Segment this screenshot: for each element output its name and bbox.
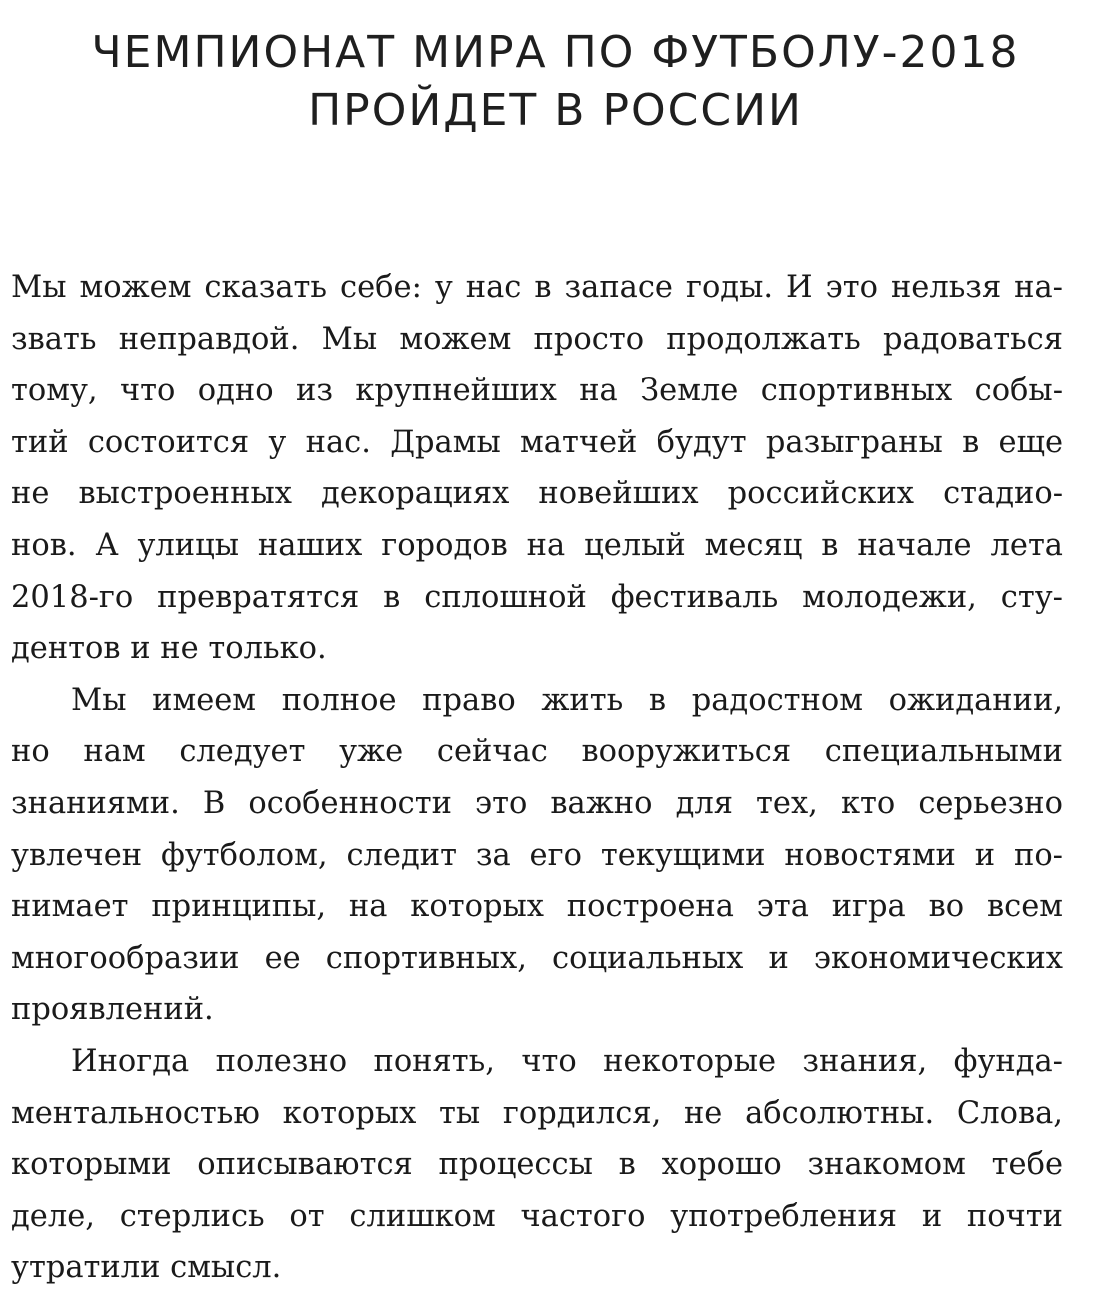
text-line: утратили смысл. — [11, 1250, 282, 1286]
text-line: нимает принципы, на которых построена эта игра во всем — [11, 889, 1063, 925]
chapter-title-line-2: ПРОЙДЕТ В РОССИИ — [308, 85, 803, 136]
chapter-title-line-1: ЧЕМПИОНАТ МИРА ПО ФУТБОЛУ-2018 — [91, 27, 1020, 78]
text-line: увлечен футболом, следит за его текущими новостями и по- — [11, 837, 1063, 873]
text-line: тому, что одно из крупнейших на Земле спортивных собы- — [11, 373, 1063, 409]
text-line: знаниями. В особенности это важно для тех, кто серьезно — [11, 785, 1063, 821]
text-line: Иногда полезно понять, что некоторые знания, фунда- — [71, 1043, 1063, 1079]
text-line: не выстроенных декорациях новейших российских стадио- — [11, 476, 1063, 512]
body-text — [11, 262, 1063, 1294]
text-line: 2018-го превратятся в сплошной фестиваль молодежи, сту- — [11, 579, 1063, 615]
text-line: которыми описываются процессы в хорошо знакомом тебе — [11, 1147, 1063, 1183]
text-line: тий состоится у нас. Драмы матчей будут разыграны в еще — [11, 424, 1063, 460]
text-line: Мы имеем полное право жить в радостном ожидании, — [71, 682, 1063, 718]
chapter-title — [0, 24, 1111, 140]
text-line: звать неправдой. Мы можем просто продолжать радоваться — [11, 321, 1063, 357]
text-line: ментальностью которых ты гордился, не абсолютны. Слова, — [11, 1095, 1063, 1131]
text-line: Мы можем сказать себе: у нас в запасе годы. И это нельзя на- — [11, 270, 1063, 305]
text-line: но нам следует уже сейчас вооружиться специальными — [11, 734, 1063, 770]
text-line: нов. А улицы наших городов на целый месяц в начале лета — [11, 527, 1063, 563]
text-line: проявлений. — [11, 992, 214, 1028]
text-line: дентов и не только. — [11, 631, 327, 667]
text-line: многообразии ее спортивных, социальных и экономических — [11, 940, 1063, 976]
text-line: деле, стерлись от слишком частого употребления и почти — [11, 1198, 1063, 1234]
